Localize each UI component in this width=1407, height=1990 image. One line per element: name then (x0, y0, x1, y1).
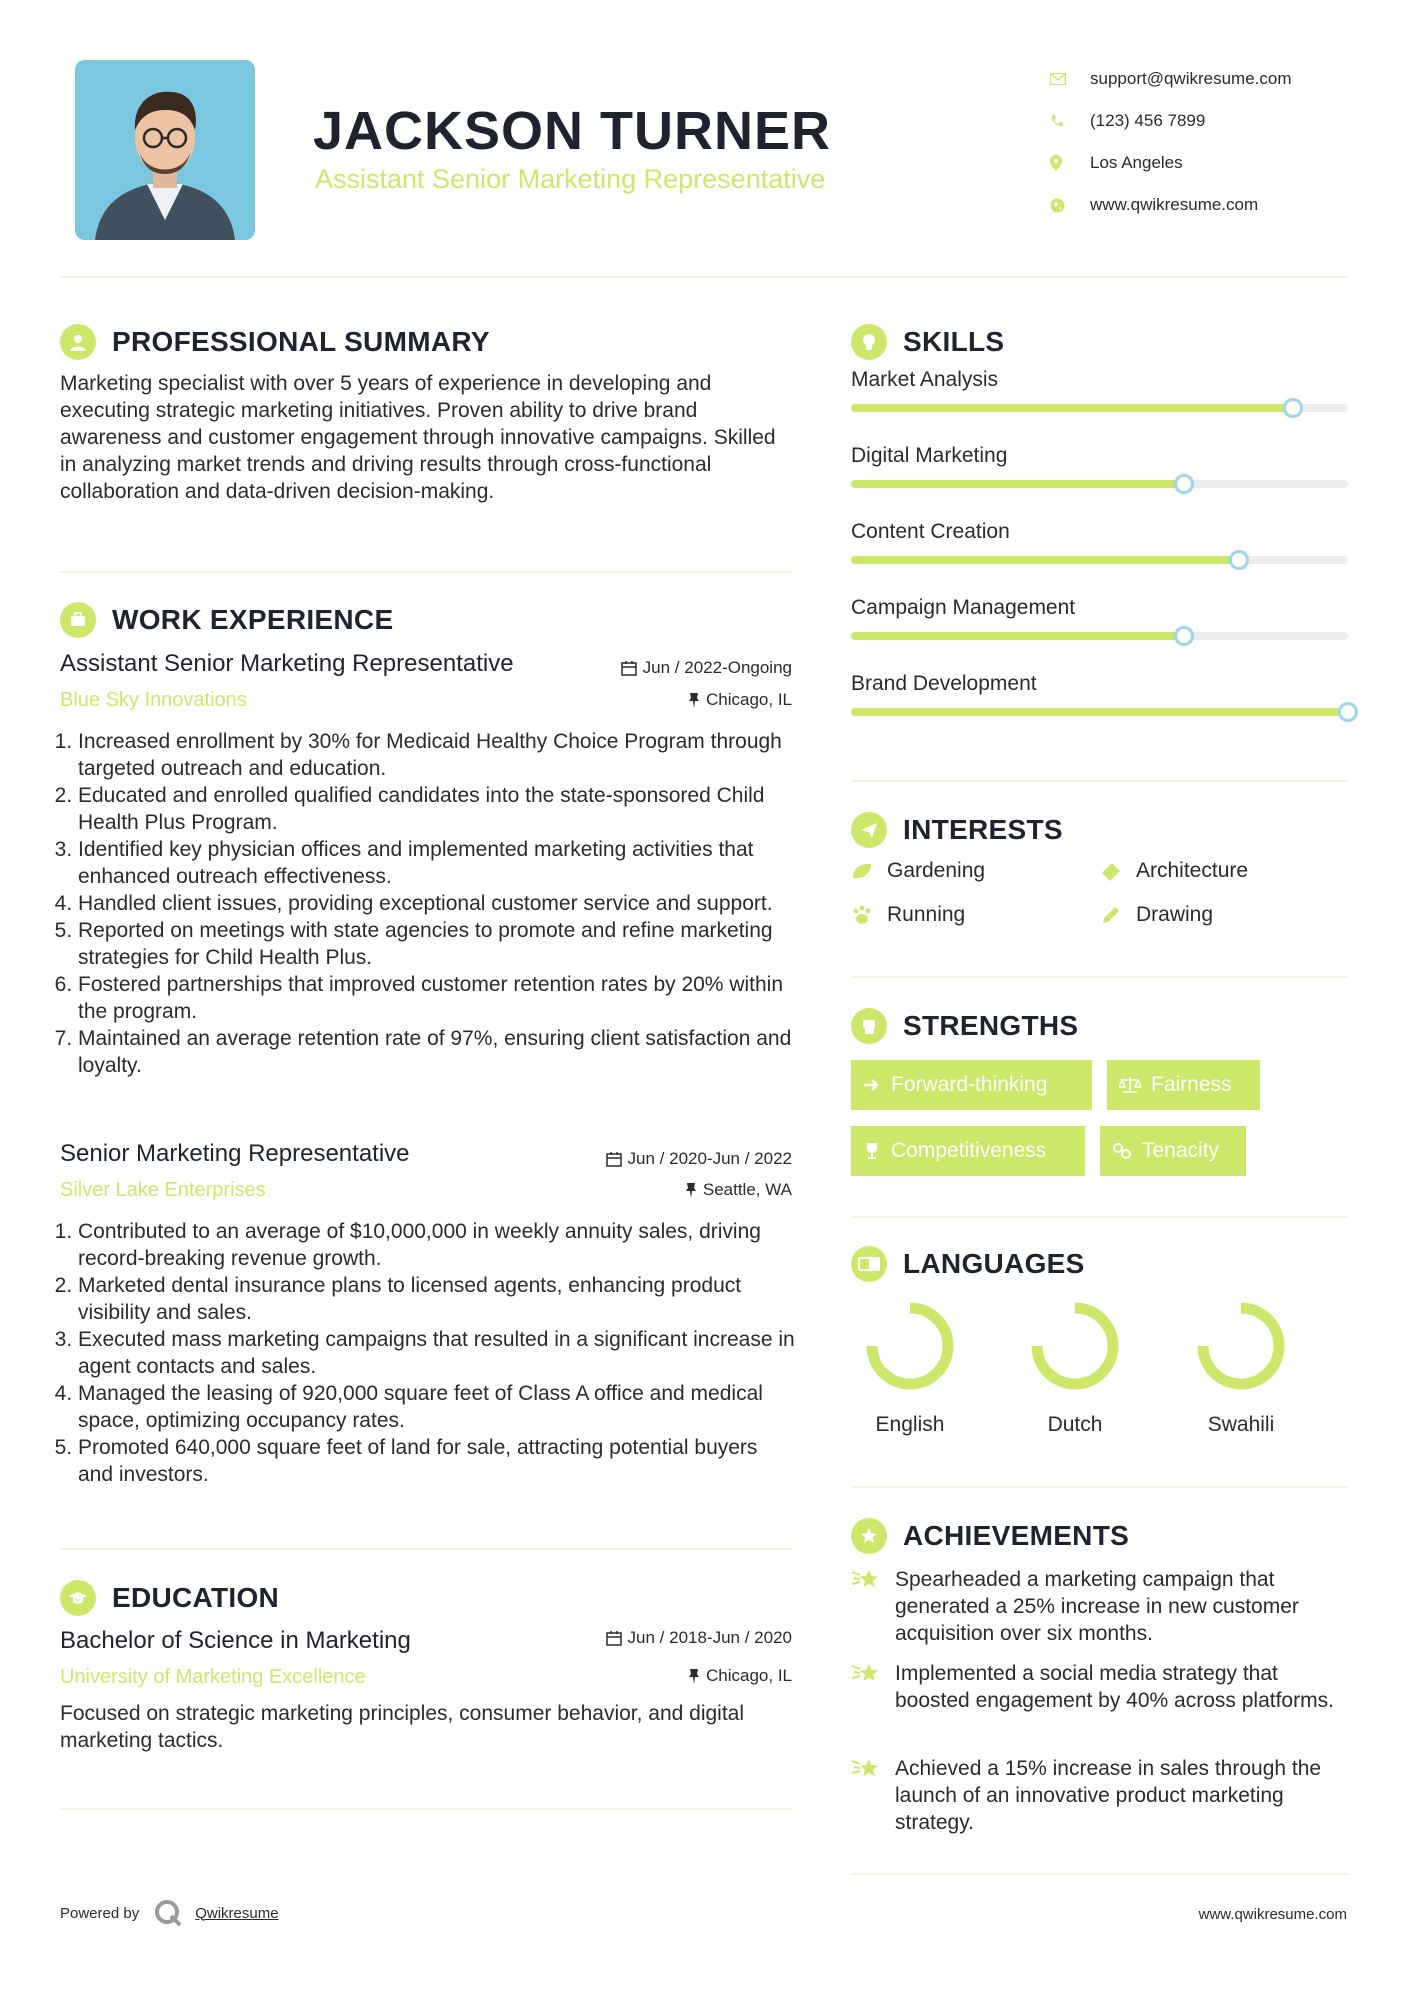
skill-name: Digital Marketing (851, 444, 1008, 467)
interest-item (851, 903, 965, 927)
skill-name: Market Analysis (851, 368, 999, 391)
language-item (1020, 1298, 1130, 1437)
contact-website-text: www.qwikresume.com (1090, 195, 1259, 214)
language-name: Dutch (1047, 1413, 1103, 1436)
job-bullets (60, 728, 795, 1079)
job-dates-text: Jun / 2020-Jun / 2022 (627, 1149, 792, 1168)
briefcase-icon (60, 602, 96, 638)
interest-label: Drawing (1136, 903, 1214, 926)
language-item (1186, 1298, 1296, 1437)
fist-icon (851, 1008, 887, 1044)
powered-by-label: Powered by (60, 1904, 140, 1922)
list-item: 6. Fostered partnerships that improved customer retention rates by 20% within the program. (78, 971, 795, 1025)
strengths-header (851, 1008, 1078, 1044)
calendar-icon (606, 1151, 622, 1167)
summary-divider (60, 571, 792, 573)
skill-level-knob (1174, 626, 1194, 646)
ruler-icon (1100, 861, 1136, 881)
language-icon (851, 1246, 887, 1282)
language-name: English (875, 1413, 945, 1436)
list-item: 4. Managed the leasing of 920,000 square feet of Class A office and medical space, optimizing occupancy rates. (78, 1380, 795, 1434)
languages-divider (851, 1486, 1348, 1488)
education-title: EDUCATION (112, 1582, 280, 1613)
skill-bar (851, 632, 1348, 640)
contact-phone-text: (123) 456 7899 (1090, 111, 1206, 130)
education-text: Focused on strategic marketing principles, consumer behavior, and digital marketing tactics. (60, 1702, 745, 1752)
pin-icon (688, 1668, 700, 1684)
skill-bar-fill (851, 480, 1184, 488)
skill-item (851, 672, 1348, 716)
skill-bar (851, 556, 1348, 564)
list-item: 1. Increased enrollment by 30% for Medicaid Healthy Choice Program through targeted outreach and education. (78, 728, 795, 782)
map-pin-icon (1050, 155, 1090, 171)
education-dates (540, 1628, 792, 1648)
pencil-icon (1100, 905, 1136, 925)
skill-bar-fill (851, 404, 1293, 412)
interest-label: Running (887, 903, 966, 926)
skill-level-knob (1174, 474, 1194, 494)
list-item: 5. Promoted 640,000 square feet of land for sale, attracting potential buyers and investors. (78, 1434, 795, 1488)
lightbulb-icon (851, 324, 887, 360)
list-item: 2. Educated and enrolled qualified candidates into the state-sponsored Child Health Plus Program. (78, 782, 795, 836)
job-company: Silver Lake Enterprises (60, 1179, 266, 1201)
qwikresume-logo-icon (153, 1898, 183, 1928)
skills-header (851, 324, 1004, 360)
education-dates-text: Jun / 2018-Jun / 2020 (627, 1628, 792, 1647)
education-divider (60, 1808, 792, 1810)
strength-label: Fairness (1151, 1073, 1232, 1096)
calendar-icon (621, 660, 637, 676)
summary-header (60, 324, 490, 360)
work-title: WORK EXPERIENCE (112, 604, 394, 635)
achievements-divider (851, 1873, 1348, 1875)
strengths-title: STRENGTHS (903, 1010, 1079, 1041)
interests-title: INTERESTS (903, 814, 1063, 845)
shooting-star-icon (851, 1660, 895, 1714)
star-badge-icon (851, 1518, 887, 1554)
strength-chip (851, 1060, 1092, 1110)
strength-label: Competitiveness (891, 1139, 1047, 1162)
list-item: 4. Handled client issues, providing exceptional customer service and support. (78, 890, 795, 917)
achievements-title: ACHIEVEMENTS (903, 1520, 1130, 1551)
profile-photo (75, 60, 255, 240)
strength-chip (851, 1126, 1085, 1176)
strength-label: Tenacity (1142, 1139, 1220, 1162)
work-header (60, 602, 393, 638)
globe-icon (1050, 198, 1090, 213)
job-location-text: Seattle, WA (702, 1180, 792, 1199)
shooting-star-icon (851, 1566, 895, 1647)
skills-divider (851, 780, 1348, 782)
interest-label: Architecture (1136, 859, 1249, 882)
interest-item (851, 859, 985, 883)
skill-name: Content Creation (851, 520, 1010, 543)
interests-header (851, 812, 1063, 848)
education-location-text: Chicago, IL (706, 1666, 792, 1685)
skill-level-knob (1283, 398, 1303, 418)
language-item (855, 1298, 965, 1437)
achievement-text: Achieved a 15% increase in sales through the launch of an innovative product marketing strategy. (895, 1757, 1322, 1834)
list-item: 3. Executed mass marketing campaigns that resulted in a significant increase in agent contacts and sales. (78, 1326, 795, 1380)
contact-email[interactable] (1050, 58, 1370, 100)
interest-item (1100, 859, 1248, 883)
language-ring (1020, 1298, 1130, 1394)
list-item: 5. Reported on meetings with state agencies to promote and refine marketing strategies for Child Health Plus. (78, 917, 795, 971)
language-level-arc (1203, 1308, 1279, 1384)
achievement-item (851, 1566, 1351, 1647)
skills-title: SKILLS (903, 326, 1005, 357)
skill-bar (851, 708, 1348, 716)
school-name: University of Marketing Excellence (60, 1666, 366, 1688)
contact-location (1050, 142, 1370, 184)
footer-site[interactable]: www.qwikresume.com (1198, 1906, 1347, 1923)
list-item: 3. Identified key physician offices and implemented marketing activities that enhanced outreach effectiveness. (78, 836, 795, 890)
strengths-divider (851, 1216, 1348, 1218)
achievements-header (851, 1518, 1129, 1554)
job-title: Assistant Senior Marketing Representative (60, 650, 514, 677)
calendar-icon (606, 1630, 622, 1646)
skill-bar-fill (851, 632, 1184, 640)
strength-label: Forward-thinking (891, 1073, 1048, 1096)
degree-title: Bachelor of Science in Marketing (60, 1627, 411, 1654)
candidate-role: Assistant Senior Marketing Representative (315, 164, 826, 194)
contact-phone[interactable] (1050, 100, 1370, 142)
balance-scale-icon (1119, 1076, 1141, 1094)
job-dates (540, 1149, 792, 1169)
paw-icon (851, 905, 887, 925)
skill-item (851, 520, 1348, 564)
job-location (560, 1180, 792, 1200)
contact-website[interactable] (1050, 184, 1370, 226)
envelope-icon (1050, 73, 1090, 85)
pin-icon (685, 1182, 697, 1198)
languages-header (851, 1246, 1085, 1282)
job-dates-text: Jun / 2022-Ongoing (642, 658, 792, 677)
job-location-text: Chicago, IL (706, 690, 792, 709)
language-level-arc (1037, 1308, 1113, 1384)
language-ring (1186, 1298, 1296, 1394)
arrow-right-icon (863, 1077, 881, 1093)
contact-location-text: Los Angeles (1090, 153, 1183, 172)
job-dates (560, 658, 792, 678)
link-icon (1112, 1142, 1132, 1160)
candidate-name: JACKSON TURNER (313, 101, 832, 161)
education-header (60, 1580, 279, 1616)
portrait-icon (75, 60, 255, 240)
interests-divider (851, 976, 1348, 978)
job-title: Senior Marketing Representative (60, 1140, 410, 1167)
skill-name: Brand Development (851, 672, 1037, 695)
skill-bar (851, 404, 1348, 412)
strength-chip (1107, 1060, 1260, 1110)
phone-icon (1050, 114, 1090, 128)
achievement-text: Implemented a social media strategy that boosted engagement by 40% across platforms. (895, 1662, 1334, 1712)
header-divider (60, 276, 1348, 278)
skill-bar-fill (851, 708, 1348, 716)
contact-email-text: support@qwikresume.com (1090, 69, 1292, 88)
footer-powered-by (60, 1898, 279, 1928)
language-name: Swahili (1207, 1413, 1275, 1436)
skill-item (851, 444, 1348, 488)
language-ring (855, 1298, 965, 1394)
qwikresume-link[interactable]: Qwikresume (195, 1904, 279, 1922)
skill-level-knob (1338, 702, 1358, 722)
achievement-text: Spearheaded a marketing campaign that generated a 25% increase in new customer acquisition over six months. (895, 1568, 1299, 1645)
pin-icon (688, 692, 700, 708)
trophy-icon (863, 1142, 881, 1160)
job-company: Blue Sky Innovations (60, 689, 247, 711)
skill-item (851, 596, 1348, 640)
education-location (560, 1666, 792, 1686)
work-divider (60, 1548, 792, 1550)
contact-block (1050, 58, 1370, 226)
shooting-star-icon (851, 1755, 895, 1836)
languages-title: LANGUAGES (903, 1248, 1085, 1279)
leaf-icon (851, 862, 887, 880)
achievement-item (851, 1755, 1351, 1836)
interest-item (1100, 903, 1213, 927)
skill-name: Campaign Management (851, 596, 1076, 619)
skill-item (851, 368, 1348, 412)
skill-bar (851, 480, 1348, 488)
summary-text: Marketing specialist with over 5 years of experience in developing and executing strategic marketing initiatives. Proven ability to drive brand awareness and customer engagement through innovative campaigns. Skilled in analyzing market trends and driving results through cross-functional collaboration and data-driven decision-making. (60, 372, 776, 503)
list-item: 1. Contributed to an average of $10,000,000 in weekly annuity sales, driving record-breaking revenue growth. (78, 1218, 795, 1272)
interest-label: Gardening (887, 859, 986, 882)
job-bullets (60, 1218, 795, 1488)
strength-chip (1100, 1126, 1246, 1176)
language-level-arc (872, 1308, 948, 1384)
skill-level-knob (1229, 550, 1249, 570)
user-icon (60, 324, 96, 360)
list-item: 2. Marketed dental insurance plans to licensed agents, enhancing product visibility and sales. (78, 1272, 795, 1326)
skill-bar-fill (851, 556, 1239, 564)
achievement-item (851, 1660, 1351, 1714)
summary-title: PROFESSIONAL SUMMARY (112, 326, 490, 357)
list-item: 7. Maintained an average retention rate of 97%, ensuring client satisfaction and loyalty. (78, 1025, 795, 1079)
paper-plane-icon (851, 812, 887, 848)
graduation-cap-icon (60, 1580, 96, 1616)
job-location (560, 690, 792, 710)
